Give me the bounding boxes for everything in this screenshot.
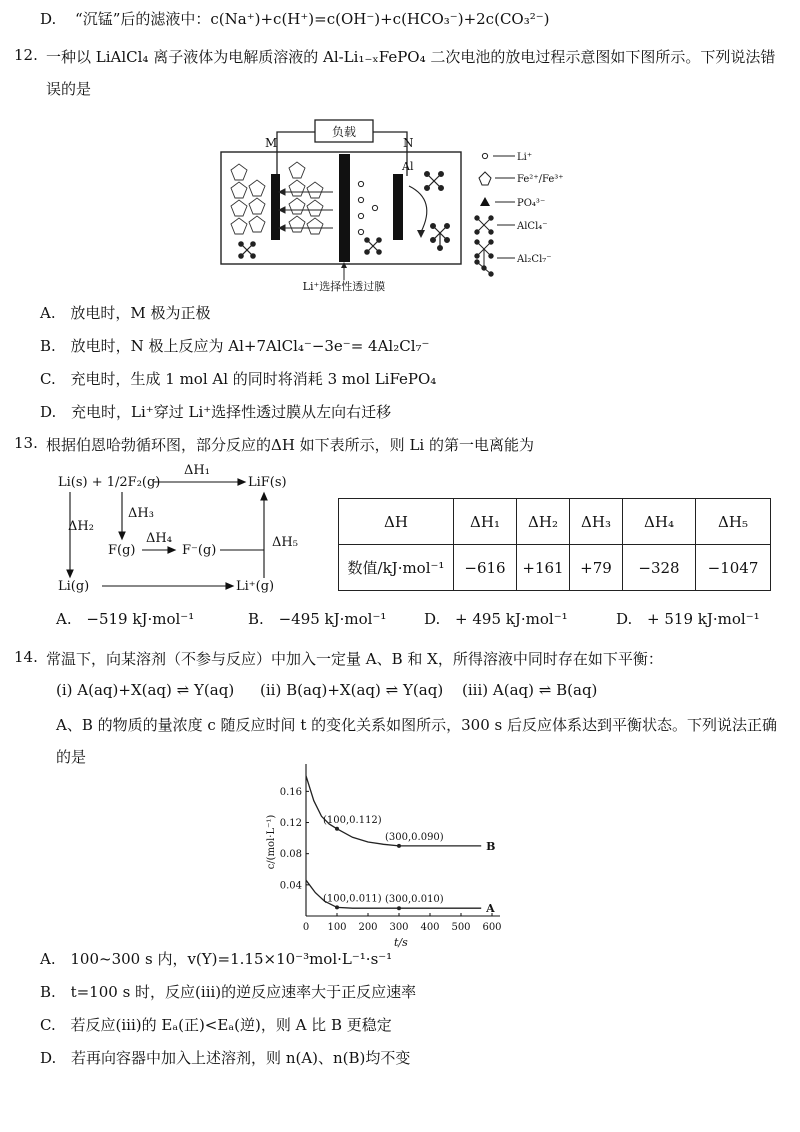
cycle-dh5: ΔH₅ [272,535,298,550]
electrode-m-label: M [265,136,278,150]
equilibrium-iii [462,681,597,699]
option-label: D. [40,403,57,421]
q12-stem-line2: 误的是 [46,80,92,98]
data-label: (100,0.112) [323,814,382,826]
x-tick-label: 500 [451,922,471,933]
series-label-A: A [486,902,495,916]
y-tick-label: 0.12 [279,818,302,830]
option-text: + 519 kJ·mol⁻¹ [647,610,760,628]
option-text: 若再向容器中加入上述溶剂，则 n(A)、n(B)均不变 [71,1049,411,1067]
option-label: D. [40,10,57,28]
q14-option-a[interactable] [40,948,392,969]
q14-option-c[interactable] [40,1014,392,1035]
cycle-li-g: Li(g) [58,579,90,594]
table-cell: −616 [454,545,517,591]
option-text: + 495 kJ·mol⁻¹ [455,610,568,628]
equilibrium-tag: (iii) [462,681,489,699]
q14-stem-line1: 常温下，向某溶剂（不参与反应）中加入一定量 A、B 和 X，所得溶液中同时存在如下平衡： [46,650,663,668]
electrode-al [393,174,403,240]
enthalpy-table [338,498,771,591]
data-point [335,827,339,831]
cycle-fg: F(g) [108,543,136,558]
option-text: 充电时，生成 1 mol Al 的同时将消耗 3 mol LiFePO₄ [70,370,437,388]
option-text: −495 kJ·mol⁻¹ [278,610,387,628]
q12-stem-line1: 一种以 LiAlCl₄ 离子液体为电解质溶液的 Al-Li₁₋ₓFePO₄ 二次电池的放电过程示意图如下图所示。下列说法错 [46,48,776,66]
q13-option-a[interactable] [56,610,194,628]
option-label: C. [40,370,56,388]
cycle-start: Li(s) + 1/2F₂(g) [58,475,161,490]
table-cell: −328 [623,545,696,591]
data-point [397,844,401,848]
y-tick-label: 0.08 [279,849,302,861]
concentration-chart [262,758,512,948]
electrode-m [271,174,280,240]
y-tick-label: 0.16 [279,786,302,798]
cycle-dh1: ΔH₁ [184,463,210,478]
legend-alcl4: AlCl₄⁻ [517,221,548,232]
x-axis-label: t/s [394,936,408,948]
membrane [339,154,350,262]
data-point [397,906,401,910]
option-label: A. [40,304,56,322]
q13-option-d[interactable] [616,610,760,628]
option-label: B. [40,337,56,355]
table-header-cell: ΔH₂ [517,499,570,545]
q14-option-b[interactable] [40,981,416,1002]
q14-stem-line3: 的是 [56,748,87,766]
option-text: t=100 s 时，反应(iii)的逆反应速率大于正反应速率 [70,983,417,1001]
legend-fe: Fe²⁺/Fe³⁺ [517,174,564,185]
equilibrium-tag: (i) [56,681,73,699]
cycle-dh3: ΔH₃ [128,506,154,521]
option-text: “沉锰”后的滤液中：c(Na⁺)+c(H⁺)=c(OH⁻)+c(HCO₃⁻)+2c(CO₃²⁻) [75,10,550,28]
cycle-li-ion: Li⁺(g) [236,579,275,594]
q12-option-a[interactable] [40,302,211,323]
x-tick-label: 600 [482,922,502,933]
table-header-row [339,499,771,545]
table-row [339,545,771,591]
option-text: 充电时，Li⁺穿过 Li⁺选择性透过膜从左向右迁移 [71,403,392,421]
legend-po4: PO₄³⁻ [517,198,546,209]
equilibrium-arrow-icon: ⇌ [385,681,399,699]
table-cell: 数值/kJ·mol⁻¹ [339,545,454,591]
equilibrium-lhs: A(aq) [492,681,534,699]
option-label: A. [40,950,56,968]
data-point [335,905,339,909]
option-label: C. [40,1016,56,1034]
cycle-f-ion: F⁻(g) [182,543,217,558]
option-text: 放电时，N 极上反应为 Al+7AlCl₄⁻−3e⁻= 4Al₂Cl₇⁻ [70,337,430,355]
equilibrium-rhs: B(aq) [556,681,598,699]
legend-li: Li⁺ [517,152,533,163]
y-axis-label: c/(mol·L⁻¹) [266,814,277,870]
al-label: Al [402,160,414,173]
x-tick-label: 0 [302,922,310,933]
option-text: 100~300 s 内，v(Y)=1.15×10⁻³mol·L⁻¹·s⁻¹ [70,950,393,968]
x-tick-label: 200 [358,922,378,933]
option-text: 放电时，M 极为正极 [70,304,211,322]
legend-al2cl7: Al₂Cl₇⁻ [517,254,552,265]
x-tick-label: 400 [420,922,440,933]
table-cell: +161 [517,545,570,591]
cycle-product: LiF(s) [248,475,287,490]
q13-stem: 根据伯恩哈勃循环图，部分反应的ΔH 如下表所示，则 Li 的第一电离能为 [46,436,534,454]
equilibrium-tag: (ii) [260,681,282,699]
equilibrium-i [56,681,234,699]
data-label: (100,0.011) [323,893,382,905]
option-label: D. [40,1049,57,1067]
q13-option-b[interactable] [248,610,386,628]
cycle-dh4: ΔH₄ [146,531,172,546]
q11-option-d[interactable] [40,8,550,29]
table-header-cell: ΔH₁ [454,499,517,545]
electrode-n-label: N [403,136,414,150]
equilibrium-rhs: Y(aq) [194,681,235,699]
data-label: (300,0.090) [385,831,444,843]
table-cell: +79 [570,545,623,591]
load-label: 负载 [331,125,357,139]
equilibrium-lhs: A(aq)+X(aq) [77,681,172,699]
x-tick-label: 300 [389,922,409,933]
equilibrium-ii [260,681,443,699]
q14-number: 14. [14,648,38,666]
equilibrium-lhs: B(aq)+X(aq) [286,681,381,699]
equilibrium-arrow-icon: ⇌ [538,681,552,699]
q12-option-c[interactable] [40,368,436,389]
equilibrium-rhs: Y(aq) [403,681,444,699]
y-tick-label: 0.04 [279,880,302,892]
option-label: B. [40,983,56,1001]
table-cell: −1047 [696,545,771,591]
table-header-cell: ΔH₃ [570,499,623,545]
q13-number: 13. [14,434,38,452]
q12-number: 12. [14,46,38,64]
option-text: −519 kJ·mol⁻¹ [86,610,195,628]
legend [475,152,564,276]
option-label: A. [56,610,72,628]
q12-option-b[interactable] [40,335,429,356]
cycle-dh2: ΔH₂ [68,519,94,534]
q12-option-d[interactable] [40,401,391,422]
battery-diagram [215,108,585,293]
table-header-cell: ΔH₄ [623,499,696,545]
x-tick-label: 100 [327,922,347,933]
table-header-cell: ΔH₅ [696,499,771,545]
membrane-label: Li⁺选择性透过膜 [302,280,386,293]
option-text: 若反应(iii)的 Eₐ(正)<Eₐ(逆)，则 A 比 B 更稳定 [70,1016,392,1034]
option-label: B. [248,610,264,628]
equilibrium-arrow-icon: ⇌ [176,681,190,699]
data-label: (300,0.010) [385,894,444,906]
q13-option-c[interactable] [424,610,568,628]
born-haber-cycle [50,462,340,600]
q14-stem-line2: A、B 的物质的量浓度 c 随反应时间 t 的变化关系如图所示，300 s 后反应体系达到平衡状态。下列说法正确 [56,716,777,734]
table-header-cell: ΔH [339,499,454,545]
q14-option-d[interactable] [40,1047,410,1068]
series-label-B: B [486,839,496,853]
option-label: D. [424,610,441,628]
option-label: D. [616,610,633,628]
